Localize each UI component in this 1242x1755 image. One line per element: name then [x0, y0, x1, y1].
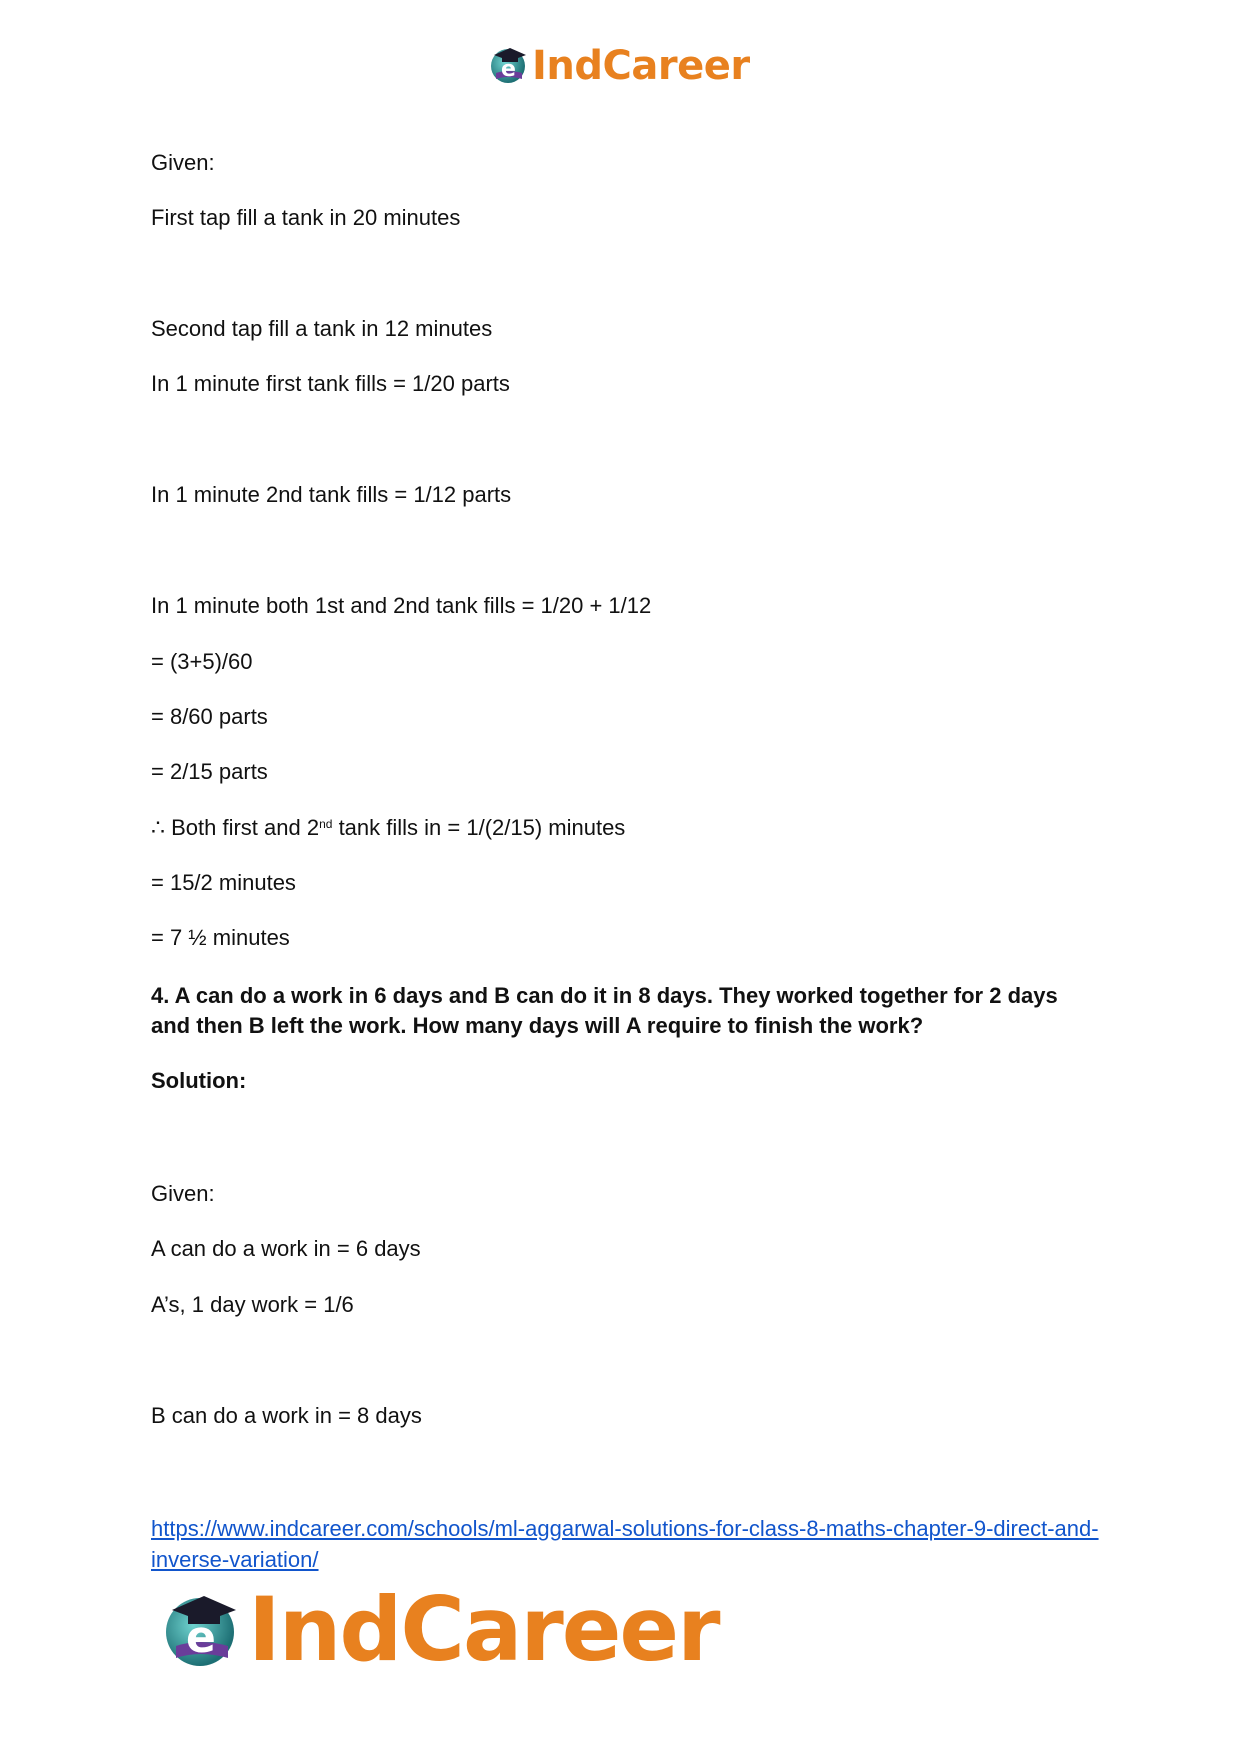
- text-line: A can do a work in = 6 days: [151, 1236, 421, 1261]
- given-label: Given:: [151, 1181, 215, 1206]
- text-line: = 2/15 parts: [151, 759, 268, 784]
- svg-text:e: e: [501, 56, 516, 82]
- text-line: = (3+5)/60: [151, 649, 253, 674]
- text-line: Second tap fill a tank in 12 minutes: [151, 316, 493, 341]
- text-line: = 8/60 parts: [151, 704, 268, 729]
- text-line: In 1 minute first tank fills = 1/20 parts: [151, 371, 510, 396]
- solution-label: Solution:: [151, 1068, 247, 1093]
- text-line: = 15/2 minutes: [151, 870, 296, 895]
- text-line: A’s, 1 day work = 1/6: [151, 1292, 354, 1317]
- text-line: In 1 minute 2nd tank fills = 1/12 parts: [151, 482, 512, 507]
- text-line: In 1 minute both 1st and 2nd tank fills = 1/20 + 1/12: [151, 593, 652, 618]
- therefore-text-rest: tank fills in = 1/(2/15) minutes: [332, 815, 626, 840]
- text-line: B can do a work in = 8 days: [151, 1403, 422, 1428]
- logo-wordmark: IndCareer: [532, 43, 750, 89]
- given-label: Given:: [151, 150, 215, 175]
- text-line: = 7 ½ minutes: [151, 925, 290, 950]
- therefore-line: [151, 813, 625, 843]
- question-4: 4. A can do a work in 6 days and B can do it in 8 days. They worked together for 2 days and then B left the work. How many days will A require to finish the work?: [151, 983, 1058, 1038]
- globe-cap-icon: [488, 43, 530, 90]
- globe-cap-icon: [160, 1586, 244, 1675]
- text-line: First tap fill a tank in 20 minutes: [151, 205, 461, 230]
- source-link[interactable]: https://www.indcareer.com/schools/ml-aggarwal-solutions-for-class-8-maths-chapter-9-direct-and-inverse-variation/: [151, 1516, 1099, 1572]
- svg-text:e: e: [186, 1611, 216, 1663]
- header-logo: [488, 40, 750, 92]
- footer-logo: [160, 1578, 719, 1681]
- therefore-text: ∴ Both first and 2: [151, 815, 320, 840]
- logo-wordmark: IndCareer: [248, 1578, 719, 1681]
- ordinal-superscript: nd: [319, 817, 333, 831]
